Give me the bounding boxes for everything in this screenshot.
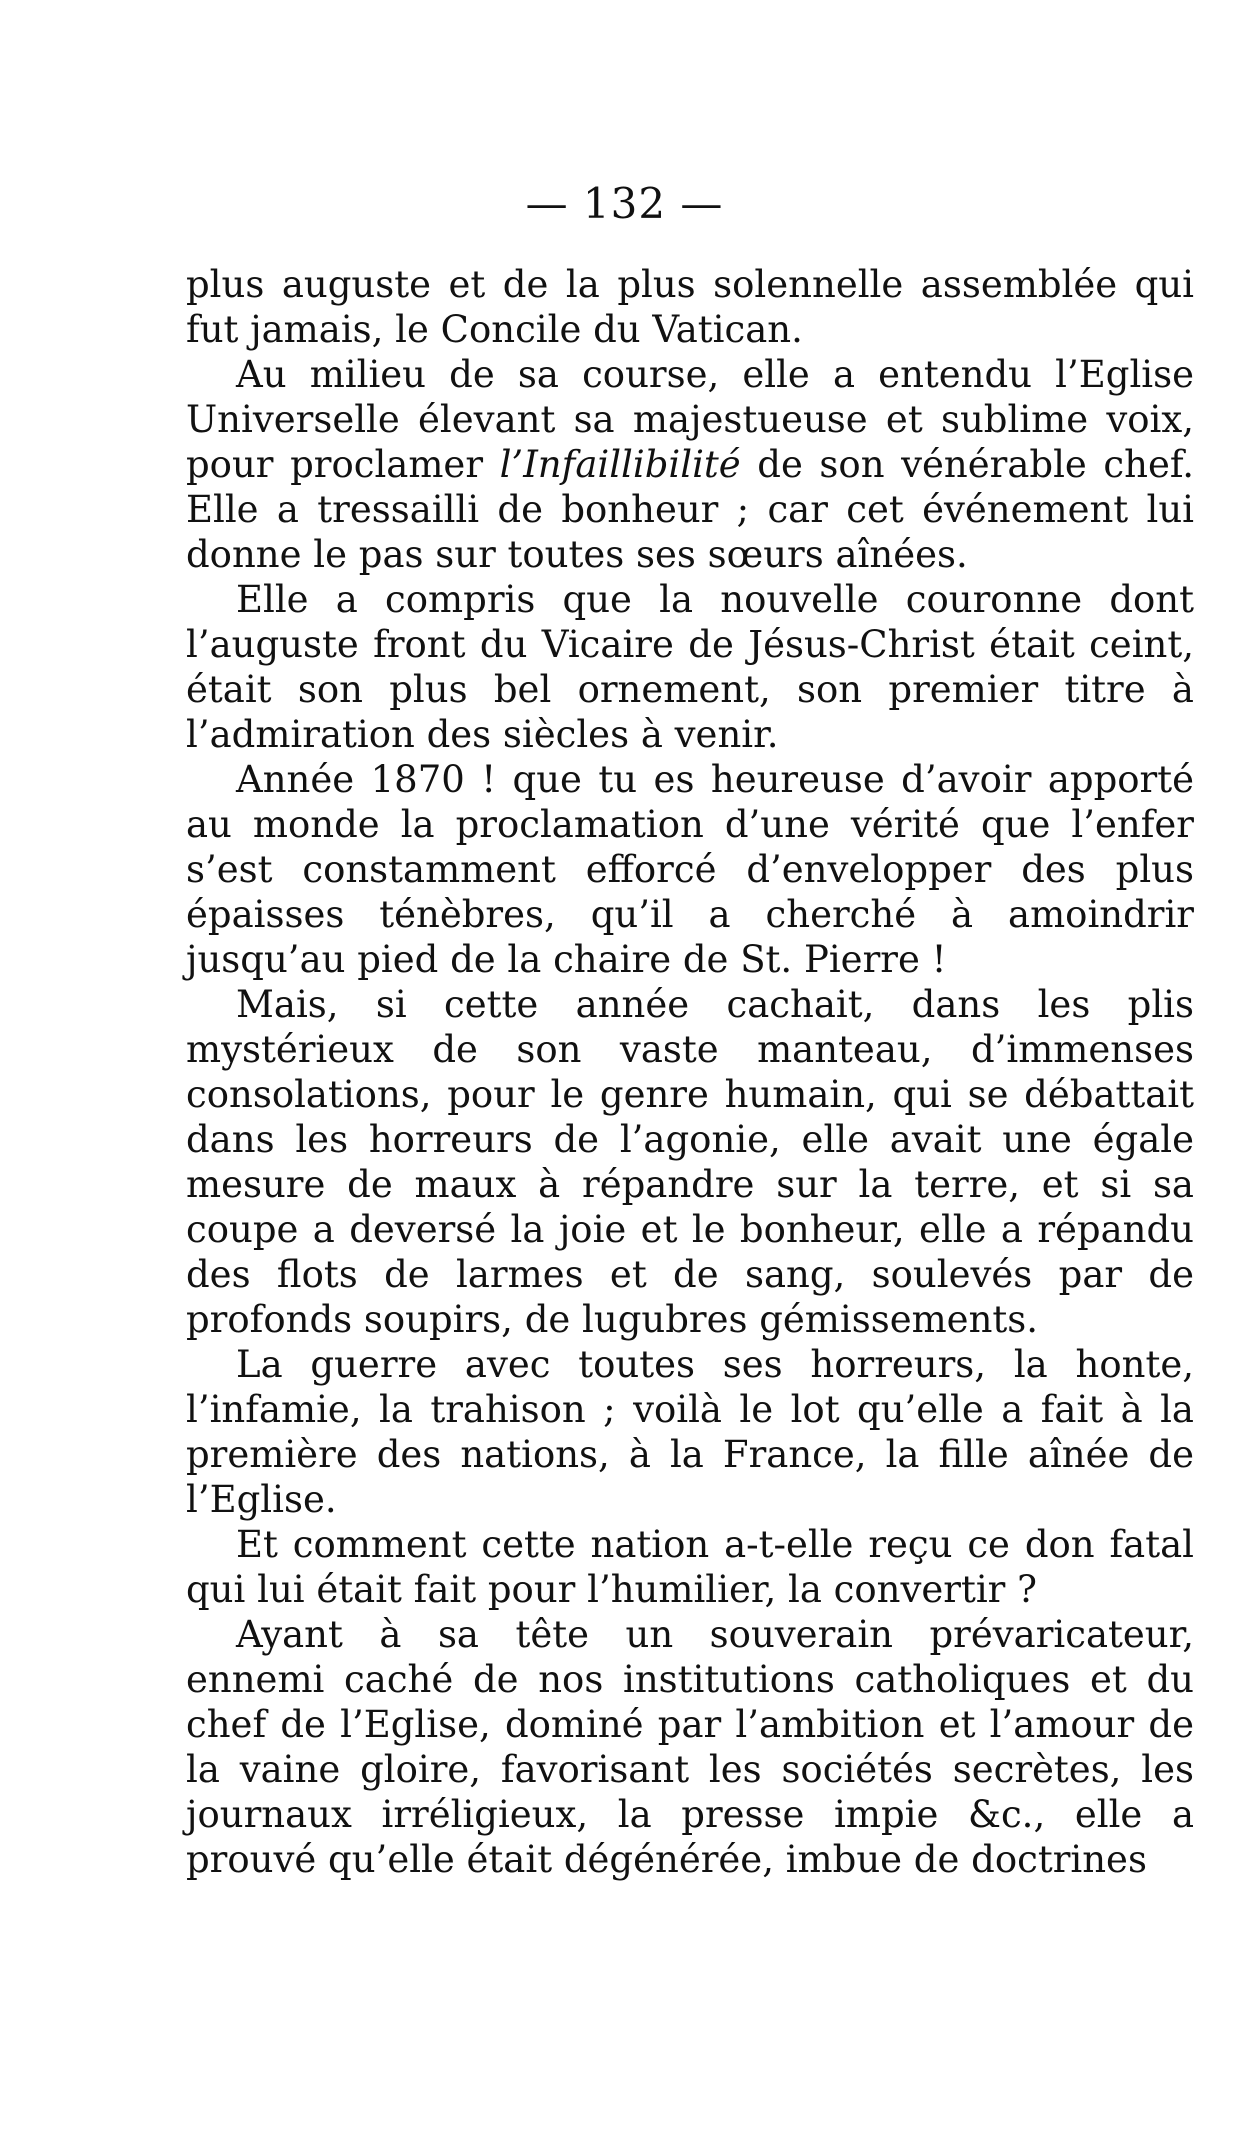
paragraph-2-italic: l’Infaillibilité — [499, 443, 741, 486]
paragraph-2 — [186, 352, 1194, 577]
paragraph-3: Elle a compris que la nouvelle couronne dont l’auguste front du Vicaire de Jésus-Christ était ceint, était son plus bel ornement, son premier titre à l’admiration des siècles à venir. — [186, 578, 1194, 756]
paragraph-2-after: de son vénérable chef. Elle a tressailli de bonheur ; car cet événement lui donne le pas sur toutes ses sœurs aînées. — [186, 443, 1194, 576]
page-number: — 132 — — [525, 179, 724, 228]
paragraph-4: Année 1870 ! que tu es heureuse d’avoir apporté au monde la proclamation d’une vérité que l’enfer s’est constamment efforcé d’envelopper des plus épaisses ténèbres, qu’il a cherché à amoindrir jusqu’au pied de la chaire de St. Pierre ! — [186, 758, 1194, 981]
paragraph-2-before: Au milieu de sa course, elle a entendu l’Eglise Universelle élevant sa majestueuse et sublime voix, pour proclamer — [186, 353, 1194, 486]
paragraph-8: Ayant à sa tête un souverain prévaricateur, ennemi caché de nos institutions catholiques et du chef de l’Eglise, dominé par l’ambition et l’amour de la vaine gloire, favorisant les sociétés secrètes, les journaux irréligieux, la presse impie &c., elle a prouvé qu’elle était dégénérée, imbue de doctrines — [186, 1613, 1194, 1881]
paragraph-6: La guerre avec toutes ses horreurs, la honte, l’infamie, la trahison ; voilà le lot qu’elle a fait à la première des nations, à la France, la fille aînée de l’Eglise. — [186, 1343, 1194, 1521]
paragraph-1: plus auguste et de la plus solennelle assemblée qui fut jamais, le Concile du Vatican. — [186, 263, 1194, 351]
paragraph-7: Et comment cette nation a-t-elle reçu ce don fatal qui lui était fait pour l’humilier, la convertir ? — [186, 1523, 1194, 1611]
body-text — [186, 262, 1194, 1882]
paragraph-5: Mais, si cette année cachait, dans les plis mystérieux de son vaste manteau, d’immenses consolations, pour le genre humain, qui se débattait dans les horreurs de l’agonie, elle avait une égale mesure de maux à répandre sur la terre, et si sa coupe a deversé la joie et le bonheur, elle a répandu des flots de larmes et de sang, soulevés par de profonds soupirs, de lugubres gémissements. — [186, 983, 1194, 1341]
